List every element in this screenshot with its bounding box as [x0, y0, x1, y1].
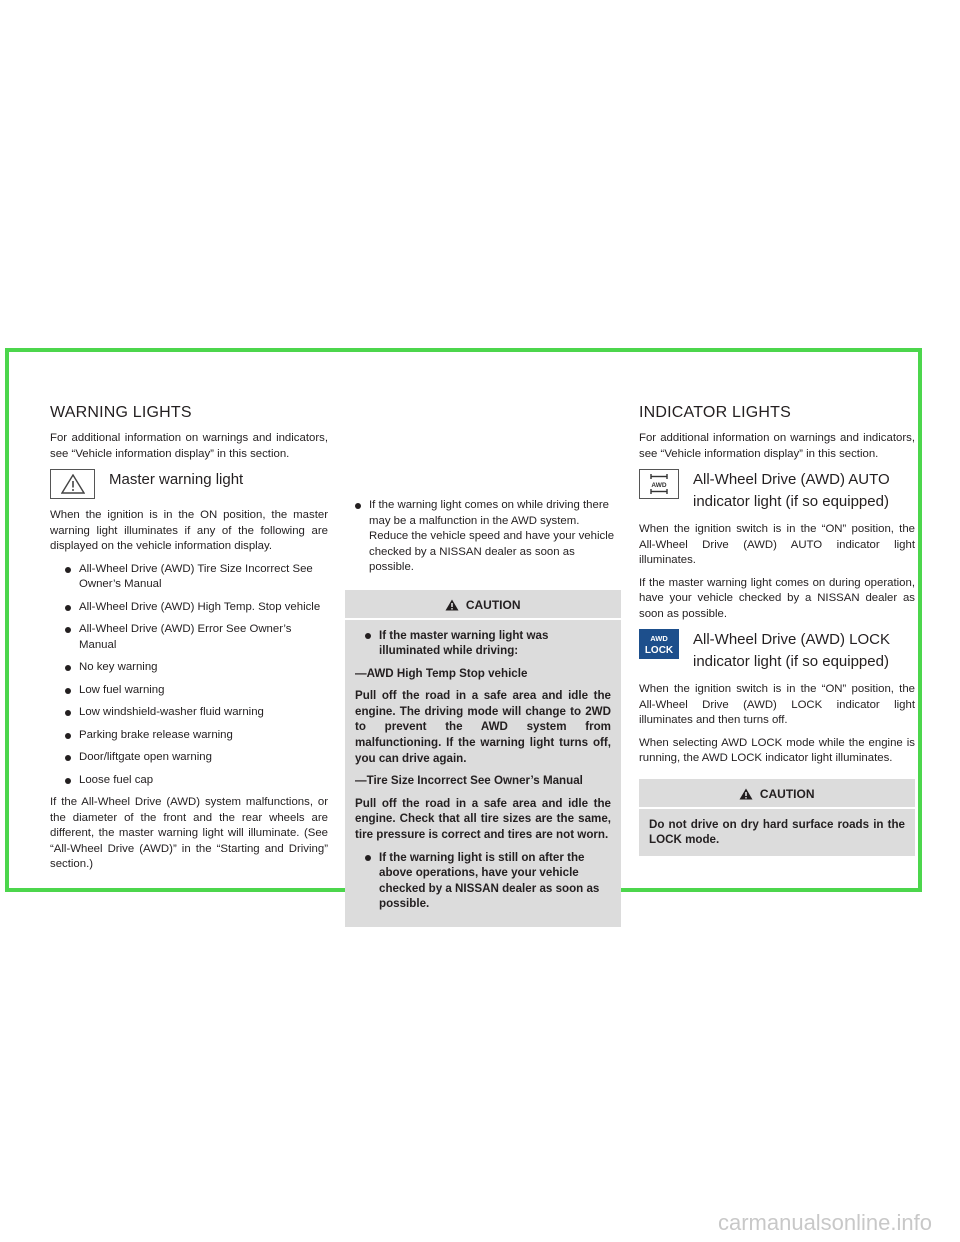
content-frame: [5, 348, 922, 911]
caution-text: Pull off the road in a safe area and idle the engine. The driving mode will change to 2WD to prevent the AWD system from malfunctioning. If the warning light turns off, you can drive again.: [355, 689, 611, 765]
awd-auto-text-1: When the ignition switch is in the “ON” position, the All-Wheel Drive (AWD) AUTO indicator light illuminates.: [639, 523, 915, 566]
caution-text: Pull off the road in a safe area and idle the engine. Check that all tire sizes are the same, tire pressure is correct and tires are not worn.: [355, 796, 611, 842]
awd-auto-indicator-icon: [639, 469, 679, 499]
caution-text: —Tire Size Incorrect See Owner’s Manual: [355, 774, 583, 788]
master-warning-text: When the ignition is in the ON position, the master warning light illuminates if any of the following are displayed on the vehicle information display.: [50, 509, 328, 552]
list-item: Door/liftgate open warning: [50, 750, 328, 766]
caution-list-1: [355, 628, 611, 659]
list-item: Loose fuel cap: [50, 773, 328, 789]
column-3: [639, 404, 915, 856]
awd-auto-subheading: [639, 469, 915, 513]
awd-lock-title: All-Wheel Drive (AWD) LOCK indicator light (if so equipped): [693, 631, 890, 670]
list-item: If the warning light is still on after the above operations, have your vehicle checked by a NISSAN dealer as soon as possible.: [355, 850, 611, 912]
list-item: If the warning light comes on while driving there may be a malfunction in the AWD system. Reduce the vehicle speed and have your vehicle checked by a NISSAN dealer as soon as possible.: [345, 498, 621, 576]
column-2: [345, 498, 621, 927]
indicator-lights-heading: INDICATOR LIGHTS: [639, 404, 791, 421]
list-item: Low fuel warning: [50, 683, 328, 699]
caution-triangle-icon: [739, 788, 753, 800]
awd-lock-text-1: When the ignition switch is in the “ON” position, the All-Wheel Drive (AWD) LOCK indicator light illuminates and then turns off.: [639, 683, 915, 726]
awd-lock-indicator-icon: [639, 629, 679, 659]
list-item: All-Wheel Drive (AWD) Error See Owner’s Manual: [50, 622, 328, 653]
driving-warning-list: [345, 498, 621, 576]
caution-heading: [345, 590, 621, 620]
caution-box-lock: [639, 779, 915, 856]
svg-text:AWD: AWD: [651, 482, 667, 489]
caution-label: CAUTION: [759, 786, 815, 801]
master-warning-list: [50, 562, 328, 789]
watermark: carmanualsonline.info: [717, 1210, 932, 1235]
warning-intro: For additional information on warnings and indicators, see “Vehicle information display” in this section.: [50, 432, 328, 460]
master-warning-subheading: [50, 469, 328, 499]
caution-text: —AWD High Temp Stop vehicle: [355, 666, 528, 680]
caution-label: CAUTION: [465, 597, 521, 612]
awd-malfunction-text: If the All-Wheel Drive (AWD) system malfunctions, or the diameter of the front and the rear wheels are different, the master warning light will illuminate. (See “All-Wheel Drive (AWD)” in the “Starting and Driving” section.): [50, 796, 328, 870]
indicator-intro: For additional information on warnings and indicators, see “Vehicle information display” in this section.: [639, 432, 915, 460]
svg-text:LOCK: LOCK: [644, 645, 674, 656]
awd-lock-text-2: When selecting AWD LOCK mode while the engine is running, the AWD LOCK indicator light illuminates.: [639, 736, 915, 764]
awd-auto-text-2: If the master warning light comes on during operation, have your vehicle checked by a NISSAN dealer as soon as possible.: [639, 576, 915, 620]
column-1: [50, 404, 328, 880]
list-item: Parking brake release warning: [50, 728, 328, 744]
caution-triangle-icon: [445, 599, 459, 611]
caution-list-2: [355, 850, 611, 912]
list-item: All-Wheel Drive (AWD) Tire Size Incorrect See Owner’s Manual: [50, 562, 328, 593]
caution-box-master: [345, 590, 621, 928]
svg-text:AWD: AWD: [650, 634, 668, 643]
master-warning-title: Master warning light: [109, 471, 244, 488]
master-warning-triangle-icon: [50, 469, 95, 499]
awd-lock-subheading: [639, 629, 915, 673]
list-item: All-Wheel Drive (AWD) High Temp. Stop vehicle: [50, 600, 328, 616]
caution-heading: [639, 779, 915, 809]
caution-text: Do not drive on dry hard surface roads in the LOCK mode.: [649, 817, 905, 847]
list-item: Low windshield-washer fluid warning: [50, 705, 328, 721]
awd-auto-title: All-Wheel Drive (AWD) AUTO indicator light (if so equipped): [693, 471, 890, 510]
warning-lights-heading: WARNING LIGHTS: [50, 404, 192, 421]
list-item: If the master warning light was illuminated while driving:: [355, 628, 611, 659]
list-item: No key warning: [50, 660, 328, 676]
